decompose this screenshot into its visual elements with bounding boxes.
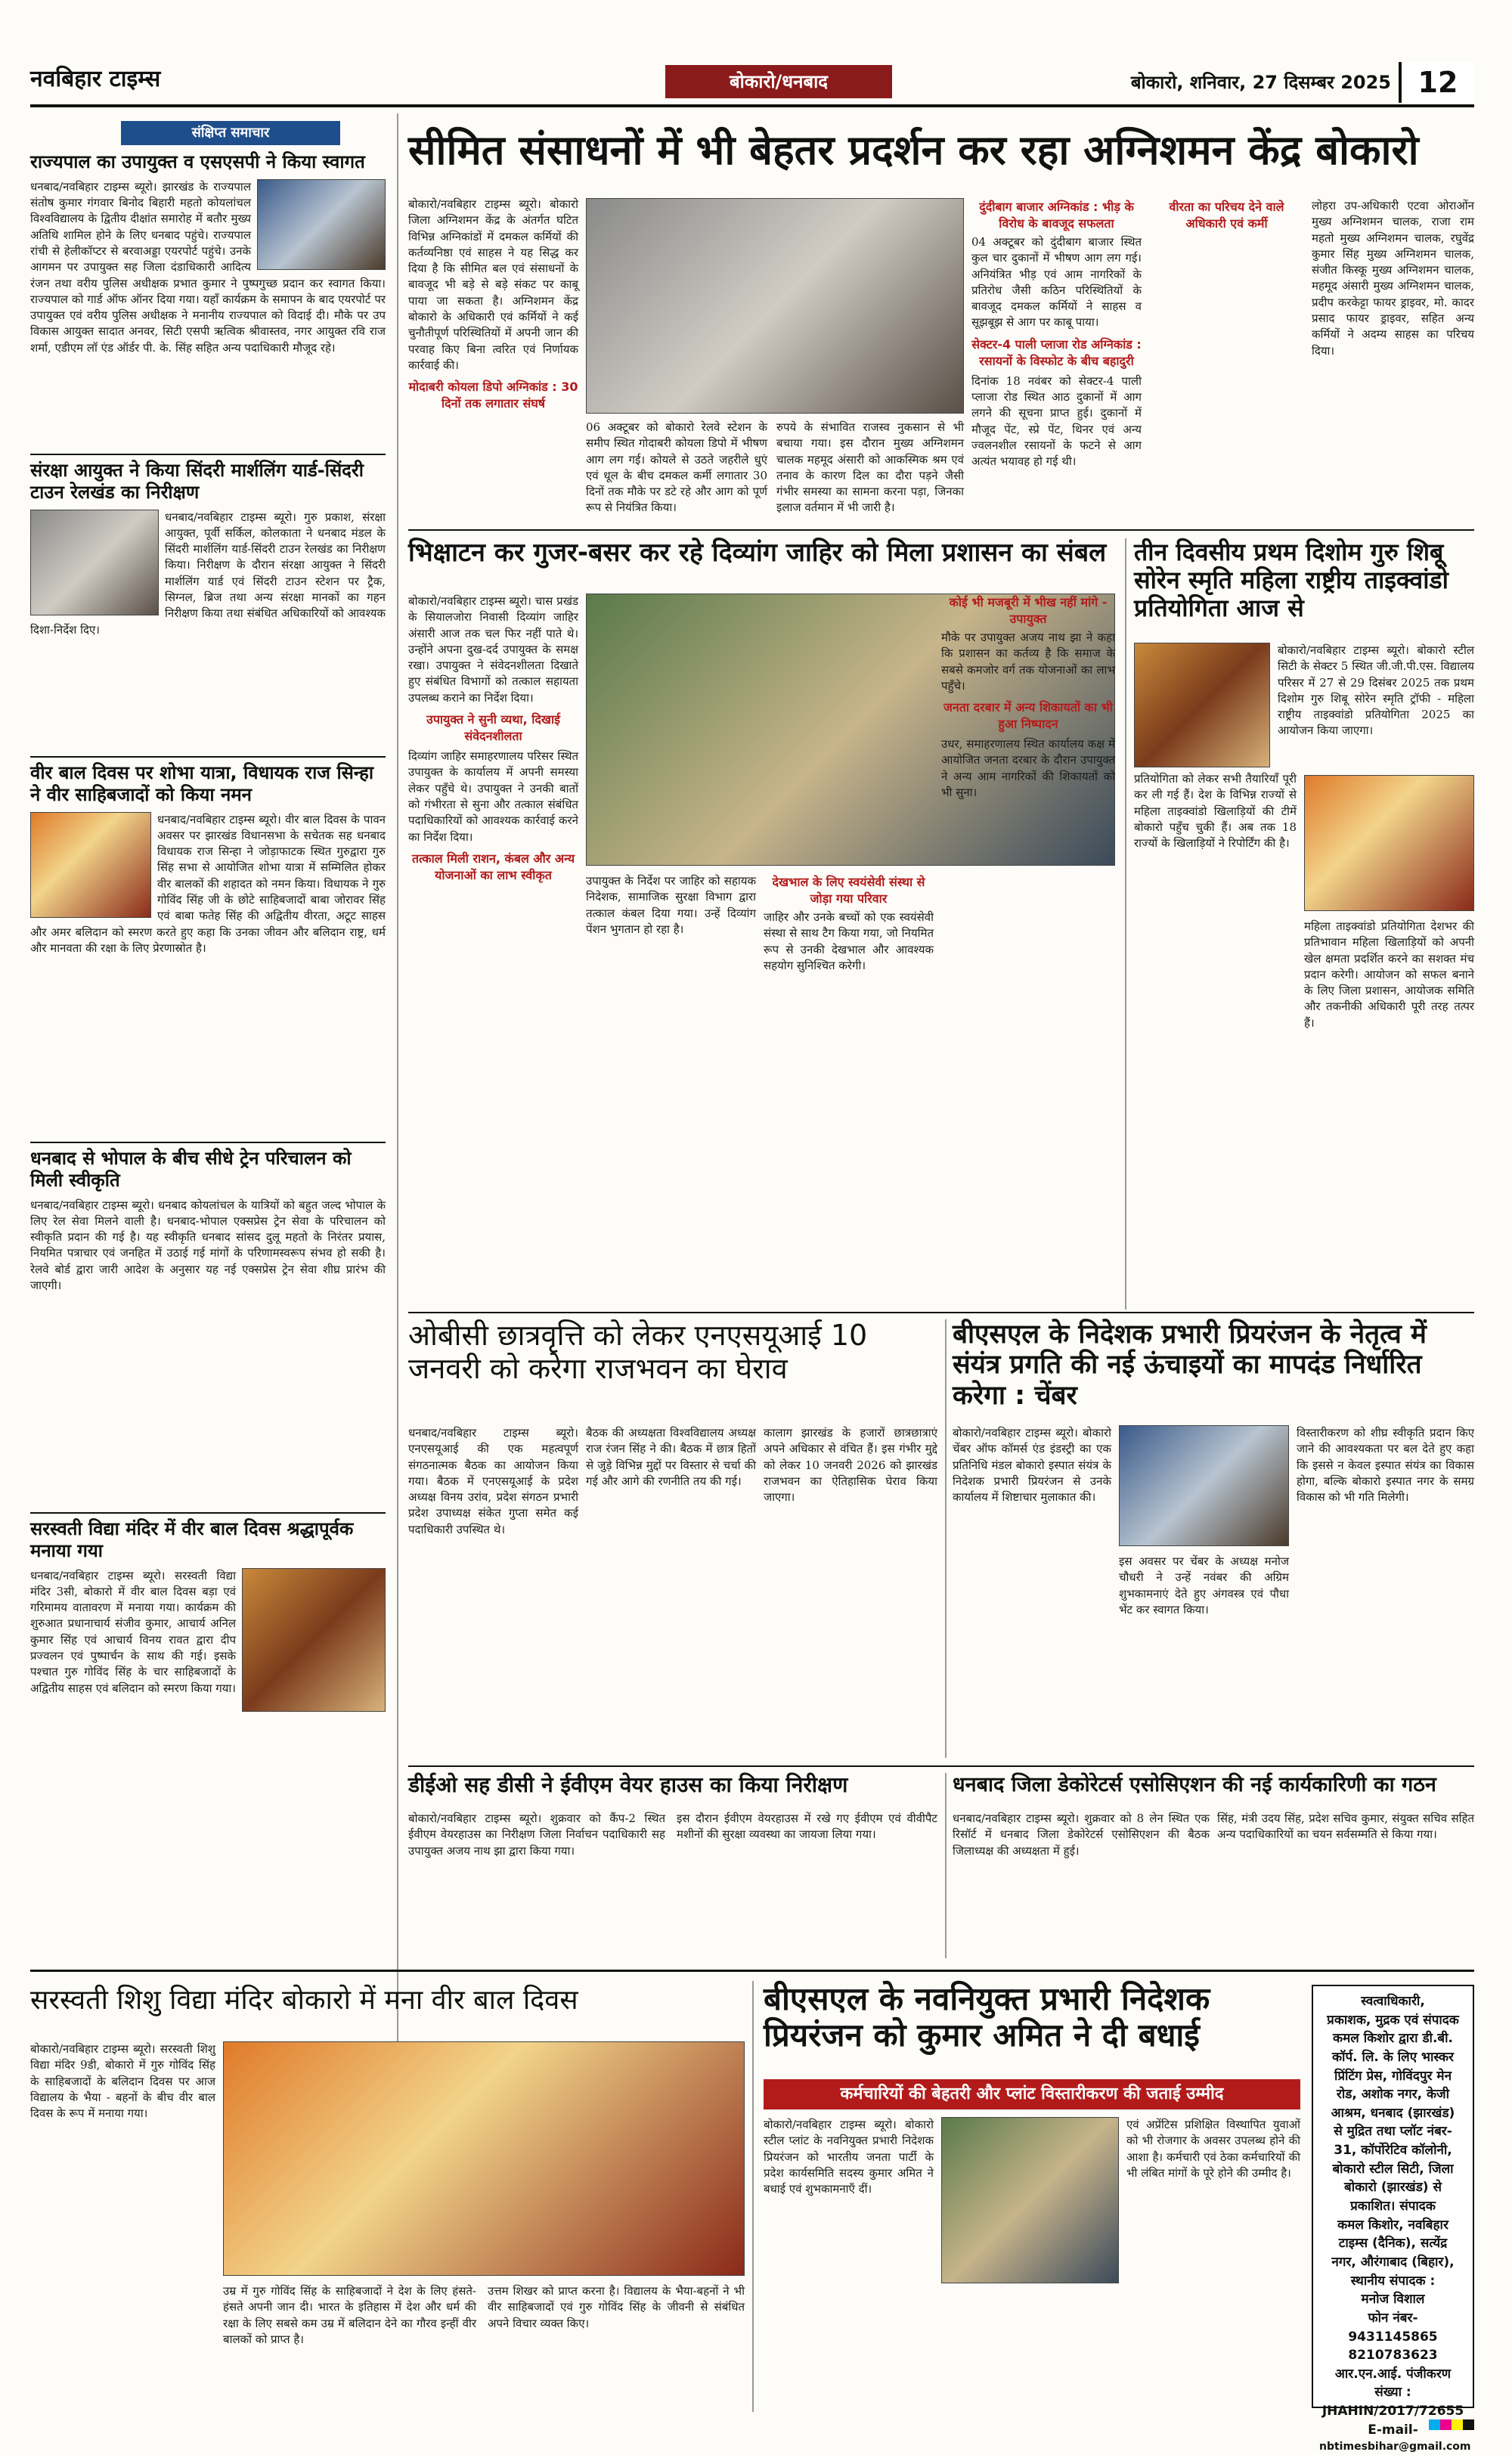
shobha-yatra-photo bbox=[30, 812, 151, 918]
divyang-text-6: उधर, समाहरणालय स्थित कार्यालय कक्ष में आयोजित जनता दरबार के दौरान उपायुक्त ने अन्य आम नागरिकों की शिकायतों को भी सुना। bbox=[941, 737, 1115, 800]
evm-text-2: इस दौरान ईवीएम वेयरहाउस में रखे गए ईवीएम एवं वीवीपैट मशीनों की सुरक्षा व्यवस्था का जायजा लिया गया। bbox=[677, 1812, 937, 1842]
imprint-line: बोकारो (झारखंड) से bbox=[1343, 2180, 1442, 2196]
divyang-col-3 bbox=[764, 873, 934, 1304]
evm-divider bbox=[945, 1773, 947, 1958]
divyang-sub-1: उपायुक्त ने सुनी व्यथा, दिखाई संवेदनशीलता bbox=[426, 712, 560, 744]
divyang-text-4: जाहिर और उनके बच्चों को एक स्वयंसेवी संस्था से साथ टैग किया गया, जो नियमित रूप से उनकी देखभाल और आवश्यक सहयोग सुनिश्चित करेगी। bbox=[764, 910, 934, 972]
divyang-col-2 bbox=[586, 873, 756, 1304]
bsl-congrats-text-1: बोकारो/नवबिहार टाइम्स ब्यूरो। बोकारो स्टील प्लांट के नवनियुक्त प्रभारी निदेशक प्रियरंजन को भारतीय जनता पार्टी के प्रदेश कार्यसमिति सदस्य कुमार अमित ने बधाई एवं शुभकामनाएँ दीं। bbox=[764, 2118, 934, 2196]
decorators-col-2 bbox=[1217, 1811, 1474, 1958]
yellow-mark bbox=[1452, 2419, 1463, 2430]
sidebar-story-4-text: धनबाद/नवबिहार टाइम्स ब्यूरो। धनबाद कोयलांचल के यात्रियों को बहुत जल्द भोपाल के लिए रेल सेवा मिलने वाली है। धनबाद-भोपाल एक्सप्रेस ट्रेन सेवा के परिचालन को स्वीकृति प्रदान की गई है। यह स्वीकृति धनबाद सांसद दुलू महतो के निरंतर प्रयास, नियमित पत्राचार एवं जनहित में उठाई गई मांगों के परिणामस्वरूप संभव हो सकी है। रेलवे बोर्ड द्वारा जारी आदेश के अनुसार यह नई एक्सप्रेस ट्रेन सेवा शीघ्र प्रारंभ की जाएगी। bbox=[30, 1198, 386, 1293]
bsl-director-col-3 bbox=[1297, 1425, 1474, 1758]
cyan-mark bbox=[1429, 2419, 1440, 2430]
bsl-director-text-2: इस अवसर पर चेंबर के अध्यक्ष मनोज चौधरी ने उन्हें नवंबर की अग्रिम शुभकामनाएं देते हुए अंगवस्त्र एवं पौधा भेंट कर स्वागत किया। bbox=[1119, 1555, 1289, 1617]
imprint-line: E-mail- bbox=[1368, 2422, 1418, 2438]
imprint-line: मनोज विशाल bbox=[1361, 2292, 1425, 2308]
lead-col-4 bbox=[1149, 198, 1304, 523]
imprint-line: आर.एन.आई. पंजीकरण bbox=[1334, 2366, 1452, 2382]
obc-text-1: धनबाद/नवबिहार टाइम्स ब्यूरो। एनएसयूआई की एक महत्वपूर्ण संगठनात्मक बैठक का आयोजन किया गया। बैठक में एनएसयूआई के प्रदेश अध्यक्ष विनय उरांव, प्रदेश संगठन प्रभारी प्रदेश उपाध्यक्ष संकेत गुप्ता समेत कई पदाधिकारी उपस्थित थे। bbox=[408, 1426, 578, 1536]
bsl-director-headline: बीएसएल के निदेशक प्रभारी प्रियरंजन के नेतृत्व में संयंत्र प्रगति की नई ऊंचाइयों का मापदंड निर्धारित करेगा : चेंबर bbox=[953, 1319, 1427, 1411]
imprint-line: फोन नंबर- bbox=[1368, 2310, 1418, 2326]
obc-text-3: कालाग झारखंड के हजारों छात्रछात्राएं अपने अधिकार से वंचित हैं। इस गंभीर मुद्दे को लेकर 10 जनवरी 2026 को झारखंड राजभवन का ऐतिहासिक घेराव किया जाएगा। bbox=[764, 1426, 937, 1505]
imprint-line: प्रिंटिंग प्रेस, गोविंदपुर मेन bbox=[1334, 2068, 1452, 2084]
imprint-line: से मुद्रित तथा प्लॉट नंबर- bbox=[1334, 2124, 1452, 2140]
sidebar-story-3-headline: वीर बाल दिवस पर शोभा यात्रा, विधायक राज सिन्हा ने वीर साहिबजादों को किया नमन bbox=[30, 762, 374, 805]
registration-marks bbox=[1429, 2419, 1474, 2430]
evm-col-1 bbox=[408, 1811, 665, 1958]
obc-col-1 bbox=[408, 1425, 578, 1758]
bsl-congrats-subhead: कर्मचारियों की बेहतरी और प्लांट विस्तारीकरण की जताई उम्मीद bbox=[764, 2079, 1300, 2109]
imprint-line: आश्रम, धनबाद (झारखंड) bbox=[1331, 2105, 1455, 2121]
vidya-col-1 bbox=[30, 2041, 215, 2412]
sidebar-story-2-text: धनबाद/नवबिहार टाइम्स ब्यूरो। गुरु प्रकाश, संरक्षा आयुक्त, पूर्वी सर्किल, कोलकाता ने धनबाद मंडल के सिंदरी मार्शलिंग यार्ड-सिंदरी टाउन रेलखंड का निरीक्षण किया। निरीक्षण के दौरान संरक्षा आयुक्त ने सिंदरी मार्शलिंग यार्ड एवं सिंदरी टाउन स्टेशन पर ट्रैक, सिग्नल, ब्रिज तथा अन्य संरक्षा मानकों का गहन निरीक्षण किया तथा संबंधित अधिकारियों को आवश्यक दिशा-निर्देश दिए। bbox=[30, 510, 386, 637]
page-number: 12 bbox=[1399, 62, 1474, 103]
lower-rule bbox=[408, 1765, 1474, 1767]
sidebar-story-3-text: धनबाद/नवबिहार टाइम्स ब्यूरो। वीर बाल दिवस के पावन अवसर पर झारखंड विधानसभा के सचेतक सह धनबाद विधायक राज सिन्हा ने जोड़ाफाटक स्थित गुरुद्वारा गुरु सिंह सभा से आयोजित शोभा यात्रा में सम्मिलित होकर वीर बालकों की शहादत को नमन किया। विधायक ने गुरु गोविंद सिंह जी के छोटे साहिबजादों बाबा जोरावर सिंह एवं बाबा फतेह सिंह की अद्वितीय वीरता, अटूट साहस और अमर बलिदान को स्मरण करते हुए कहा कि उनका जीवन और बलिदान राष्ट्र, धर्म और मानवता की रक्षा के लिए प्रेरणास्रोत है। bbox=[30, 812, 386, 955]
lead-text-5: दिनांक 18 नवंबर को सेक्टर-4 पाली प्लाजा रोड स्थित आठ दुकानों में आग लगने की सूचना प्राप्त हुई। दुकानों में मौजूद पेंट, स्प्रे पेंट, थिनर एवं अन्य ज्वलनशील रसायनों के फटने से आग अत्यंत भयावह हो गई थी। bbox=[971, 374, 1142, 469]
divyang-text-3: उपायुक्त के निर्देश पर जाहिर को सहायक निदेशक, सामाजिक सुरक्षा विभाग द्वारा तत्काल कंबल दिया गया। उन्हें दिव्यांग पेंशन भुगतान हो रहा है। bbox=[586, 874, 756, 936]
decorators-col-1 bbox=[953, 1811, 1210, 1958]
sidebar-title: संक्षिप्त समाचार bbox=[121, 121, 340, 145]
divyang-sub-5: जनता दरबार में अन्य शिकायतों का भी हुआ निष्पादन bbox=[943, 700, 1113, 732]
magenta-mark bbox=[1440, 2419, 1452, 2430]
vidya-divider bbox=[752, 1981, 754, 2412]
lead-text-2: 06 अक्टूबर को बोकारो रेलवे स्टेशन के समीप स्थित गोदाबरी कोयला डिपो में भीषण आग लग गई। कोयले से उठते जहरीले धुएं एवं धूल के बीच दमकल कर्मी लगातार 30 दिनों तक मौके पर डटे रहे और आग को पूर्ण रूप से नियंत्रित किया। bbox=[586, 420, 767, 515]
imprint-box bbox=[1312, 1985, 1474, 2453]
bsl-congrats-text-2: एवं अप्रेंटिस प्रशिक्षित विस्थापित युवाओं को भी रोजगार के अवसर उपलब्ध होने की आशा है। कर्मचारी एवं ठेका कर्मचारियों की भी लंबित मांगों के पूरे होने की उम्मीद है। bbox=[1126, 2118, 1300, 2180]
taekwondo-venue-photo bbox=[1304, 775, 1474, 911]
sidebar-story-5 bbox=[30, 1512, 386, 2132]
lead-bottom-rule bbox=[408, 529, 1474, 531]
divyang-col-4 bbox=[941, 594, 1115, 1304]
sidebar-story-4-headline: धनबाद से भोपाल के बीच सीधे ट्रेन परिचालन को मिली स्वीकृति bbox=[30, 1148, 352, 1191]
lead-sub-1: मोदाबरी कोयला डिपो अग्निकांड : 30 दिनों तक लगातार संघर्ष bbox=[408, 380, 578, 411]
lead-col-2 bbox=[586, 420, 964, 525]
imprint-line: रोड, अशोक नगर, केजी bbox=[1336, 2087, 1450, 2103]
decorators-headline: धनबाद जिला डेकोरेटर्स एसोसिएशन की नई कार्यकारिणी का गठन bbox=[953, 1773, 1436, 1796]
imprint-line: कमल किशोर द्वारा डी.बी. bbox=[1333, 2031, 1453, 2047]
taekwondo-headline: तीन दिवसीय प्रथम दिशोम गुरु शिबू सोरेन स्मृति महिला राष्ट्रीय ताइक्वांडो प्रतियोगिता आज से bbox=[1134, 538, 1448, 622]
divyang-col-1 bbox=[408, 594, 578, 1304]
vidya-col-2 bbox=[223, 2283, 476, 2412]
bsl-director-col-2 bbox=[1119, 1554, 1289, 1758]
obc-text-2: बैठक की अध्यक्षता विश्वविद्यालय अध्यक्ष राज रंजन सिंह ने की। बैठक में छात्र हितों से जुड़े विभिन्न मुद्दों पर विस्तार से चर्चा की गई और आगे की रणनीति तय की गई। bbox=[586, 1426, 756, 1488]
sidebar-story-1 bbox=[30, 151, 386, 450]
divyang-text-2: दिव्यांग जाहिर समाहरणालय परिसर स्थित उपायुक्त के कार्यालय में अपनी समस्या लेकर पहुँचे थे। उपायुक्त ने उनकी बातों को गंभीरता से सुना और तत्काल संबंधित पदाधिकारियों को आवश्यक कार्रवाई करने का निर्देश दिया। bbox=[408, 749, 578, 844]
evm-col-2 bbox=[677, 1811, 937, 1958]
bsl-director-col-1 bbox=[953, 1425, 1111, 1758]
kumar-amit-photo bbox=[941, 2117, 1119, 2283]
evm-headline: डीईओ सह डीसी ने ईवीएम वेयर हाउस का किया निरीक्षण bbox=[408, 1772, 848, 1797]
dateline: बोकारो, शनिवार, 27 दिसम्बर 2025 bbox=[1130, 72, 1391, 93]
sidebar-story-2-headline: संरक्षा आयुक्त ने किया सिंदरी मार्शलिंग यार्ड-सिंदरी टाउन रेलखंड का निरीक्षण bbox=[30, 460, 364, 503]
fire-station-photo bbox=[586, 198, 964, 414]
taekwondo-col-1 bbox=[1134, 771, 1297, 1300]
lead-text-6: लोहरा उप-अधिकारी एटवा ओराओंन मुख्य अग्निशमन चालक, राजा राम महतो मुख्य अग्निशमन चालक, रघुवेंद्र कुमार सिंह मुख्य अग्निशमन चालक, संजीत किस्कू मुख्य अग्निशमन चालक, महमूद अंसारी मुख्य अग्निशमन चालक, प्रदीप करकेट्टा फायर ड्राइवर, मो. कादर प्रसाद फायर ड्राइवर, सहित अन्य कर्मियों ने अदम्य साहस का परिचय दिया। bbox=[1312, 199, 1474, 358]
vidya-mandir-photo bbox=[242, 1568, 386, 1712]
taekwondo-photo bbox=[1134, 643, 1270, 767]
imprint-line: संख्या : bbox=[1374, 2385, 1411, 2401]
imprint-line: स्थानीय संपादक : bbox=[1350, 2273, 1436, 2289]
bsl-congrats-col-2 bbox=[1126, 2117, 1300, 2412]
black-mark bbox=[1463, 2419, 1474, 2430]
lead-sub-4: वीरता का परिचय देने वाले अधिकारी एवं कर्मी bbox=[1169, 200, 1284, 231]
lead-col-1 bbox=[408, 197, 578, 522]
mid-rule bbox=[408, 1312, 1474, 1313]
sidebar-divider bbox=[397, 113, 398, 2155]
imprint-line: प्रकाशक, मुद्रक एवं संपादक bbox=[1327, 2012, 1459, 2028]
lead-text-1: बोकारो/नवबिहार टाइम्स ब्यूरो। बोकारो जिला अग्निशमन केंद्र के अंतर्गत घटित विभिन्न अग्निकांडों में दमकल कर्मियों की कर्तव्यनिष्ठा एवं साहस ने यह सिद्ध कर दिया है कि सीमित बल एवं संसाधनों के बावजूद भी बड़े से बड़े संकट पर काबू पाया जा सकता है। अग्निशमन केंद्र बोकारो के अधिकारी एवं कर्मियों ने कई चुनौतीपूर्ण परिस्थितियों में अपनी जान की परवाह किए बिना त्वरित एवं निर्णायक कार्रवाई की। bbox=[408, 197, 578, 372]
obc-col-2 bbox=[586, 1425, 756, 1758]
divyang-sub-2: तत्काल मिली राशन, कंबल और अन्य योजनाओं का लाभ स्वीकृत bbox=[411, 851, 575, 882]
taekwondo-text-2: प्रतियोगिता को लेकर सभी तैयारियाँ पूरी कर ली गई हैं। देश के विभिन्न राज्यों से महिला ताइक्वांडो खिलाड़ियों की टीमें बोकारो पहुँच चुकी हैं। अब तक 18 राज्यों के खिलाड़ियों ने रिपोर्टिंग की है। bbox=[1134, 772, 1297, 851]
bsl-director-text-3: विस्तारीकरण को शीघ्र स्वीकृति प्रदान किए जाने की आवश्यकता पर बल देते हुए कहा कि इससे न केवल इस्पात संयंत्र का विकास होगा, बल्कि बोकारो इस्पात नगर के समग्र विकास को भी गति मिलेगी। bbox=[1297, 1426, 1474, 1505]
obc-col-3 bbox=[764, 1425, 937, 1758]
section-tag: बोकारो/धनबाद bbox=[665, 65, 892, 98]
masthead-rule bbox=[30, 104, 1474, 107]
chamber-meeting-photo bbox=[1119, 1425, 1289, 1546]
imprint-line: स्वत्वाधिकारी, bbox=[1361, 1994, 1425, 2009]
lead-headline: सीमित संसाधनों में भी बेहतर प्रदर्शन कर रहा अग्निशमन केंद्र बोकारो bbox=[408, 126, 1419, 174]
lead-col-5 bbox=[1312, 198, 1474, 523]
imprint-line: nbtimesbihar@gmail.com bbox=[1319, 2441, 1471, 2453]
taekwondo-col-3 bbox=[1304, 919, 1474, 1304]
imprint-line: JHAHIN/2017/72655 bbox=[1321, 2404, 1464, 2419]
lead-text-4: 04 अक्टूबर को दुंदीबाग बाजार स्थित कुल चार दुकानों में भीषण आग लग गई। अनियंत्रित भीड़ एवं आम नागरिकों के प्रतिरोध जैसी कठिन परिस्थितियों के बावजूद दमकल कर्मियों ने साहस व सूझबूझ से आग पर काबू पाया। bbox=[971, 235, 1142, 330]
vidya-text-3: उत्तम शिखर को प्राप्त करना है। विद्यालय के भैया-बहनों ने भी वीर साहिबजादों एवं गुरु गोविंद सिंह के जीवनी से संबंधित अपने विचार व्यक्त किए। bbox=[488, 2284, 745, 2330]
imprint-line: 8210783623 bbox=[1348, 2348, 1438, 2364]
sidebar-story-2 bbox=[30, 454, 386, 752]
vidya-mandir-headline: सरस्वती शिशु विद्या मंदिर बोकारो में मना वीर बाल दिवस bbox=[30, 1985, 578, 2016]
paper-name: नवबिहार टाइम्स bbox=[30, 66, 161, 92]
imprint-line: बोकारो स्टील सिटी, जिला bbox=[1332, 2161, 1454, 2177]
divyang-headline: भिक्षाटन कर गुजर-बसर कर रहे दिव्यांग जाहिर को मिला प्रशासन का संबल bbox=[408, 538, 1107, 568]
taekwondo-col-2 bbox=[1278, 643, 1474, 771]
decorators-text-2: सिंह, मंत्री उदय सिंह, प्रदेश सचिव कुमार, संयुक्त सचिव सहित अन्य पदाधिकारियों का चयन सर्वसम्मति से किया गया। bbox=[1217, 1812, 1474, 1842]
bottom-section-rule bbox=[30, 1970, 1474, 1972]
bsl-director-text-1: बोकारो/नवबिहार टाइम्स ब्यूरो। बोकारो चेंबर ऑफ कॉमर्स एंड इंडस्ट्री का एक प्रतिनिधि मंडल बोकारो इस्पात संयंत्र के निदेशक प्रभारी प्रियरंजन से उनके कार्यालय में शिष्टाचार मुलाकात की। bbox=[953, 1426, 1111, 1505]
vidya-mandir-event-photo bbox=[223, 2041, 745, 2276]
sidebar-story-4 bbox=[30, 1142, 386, 1505]
sidebar-story-5-text: धनबाद/नवबिहार टाइम्स ब्यूरो। सरस्वती विद्या मंदिर 3सी, बोकारो में वीर बाल दिवस बड़ा एवं गरिमामय वातावरण में मनाया गया। कार्यक्रम की शुरुआत प्रधानाचार्य संजीव कुमार, आचार्य अनिल कुमार सिंह एवं आचार्य विनय रावत द्वारा दीप प्रज्वलन एवं पुष्पार्चन के साथ की गई। इसके पश्चात गुरु गोविंद सिंह के चार साहिबजादों के अद्वितीय साहस एवं बलिदान को स्मरण किया गया। bbox=[30, 1568, 236, 1695]
sidebar-story-5-headline: सरस्वती विद्या मंदिर में वीर बाल दिवस श्रद्धापूर्वक मनाया गया bbox=[30, 1518, 354, 1561]
divyang-sub-3: देखभाल के लिए स्वयंसेवी संस्था से जोड़ा गया परिवार bbox=[772, 875, 925, 906]
sidebar-story-3 bbox=[30, 756, 386, 1134]
imprint-line: 31, कॉर्पोरेटिव कॉलोनी, bbox=[1334, 2143, 1452, 2159]
divyang-divider bbox=[1125, 538, 1126, 1310]
decorators-text-1: धनबाद/नवबिहार टाइम्स ब्यूरो। शुक्रवार को 8 लेन स्थित एक रिसॉर्ट में धनबाद जिला डेकोरेटर्स एसोसिएशन की बैठक जिलाध्यक्ष की अध्यक्षता में हुई। bbox=[953, 1812, 1210, 1858]
evm-text-1: बोकारो/नवबिहार टाइम्स ब्यूरो। शुक्रवार को कैंप-2 स्थित ईवीएम वेयरहाउस का निरीक्षण जिला निर्वाचन पदाधिकारी सह उपायुक्त अजय नाथ झा द्वारा किया गया। bbox=[408, 1812, 665, 1858]
imprint-line: कमल किशोर, नवबिहार bbox=[1337, 2217, 1448, 2233]
lead-text-3: रुपये के संभावित राजस्व नुकसान से भी बचाया गया। इस दौरान मुख्य अग्निशमन चालक महमूद अंसारी को आकस्मिक श्रम एवं तनाव के कारण दिल का दौरा पड़ने जैसी गंभीर समस्या का सामना करना पड़ा, जिनका इलाज वर्तमान में भी जारी है। bbox=[776, 420, 964, 515]
lead-col-3 bbox=[971, 198, 1142, 523]
sidebar-story-1-headline: राज्यपाल का उपायुक्त व एसएसपी ने किया स्वागत bbox=[30, 151, 365, 172]
divyang-text-1: बोकारो/नवबिहार टाइम्स ब्यूरो। चास प्रखंड के सियालजोरा निवासी दिव्यांग जाहिर अंसारी आज तक चल फिर नहीं पाते थे। उन्होंने अपना दुख-दर्द उपायुक्त के समक्ष रखा। उपायुक्त ने संवेदनशीलता दिखाते हुए संबंधित विभागों को तत्काल सहायता उपलब्ध कराने का निर्देश दिया। bbox=[408, 594, 578, 705]
imprint-line: प्रकाशित। संपादक bbox=[1350, 2199, 1436, 2215]
obc-divider bbox=[945, 1319, 947, 1758]
imprint-line: कॉर्प. लि. के लिए भास्कर bbox=[1332, 2049, 1454, 2065]
obc-headline: ओबीसी छात्रवृत्ति को लेकर एनएसयूआई 10 जनवरी को करेगा राजभवन का घेराव bbox=[408, 1319, 868, 1385]
sidebar-story-1-text: धनबाद/नवबिहार टाइम्स ब्यूरो। झारखंड के राज्यपाल संतोष कुमार गंगवार बिनोद बिहारी महतो कोयलांचल विश्वविद्यालय के द्वितीय दीक्षांत समारोह में बतौर मुख्य अतिथि शामिल होने के लिए धनबाद पहुंचे। राज्यपाल रांची से हेलीकॉप्टर से बरवाअड्डा एयरपोर्ट पहुंचे। उनके आगमन पर उपायुक्त सह जिला दंडाधिकारी आदित्य रंजन तथा वरीय पुलिस अधीक्षक प्रभात कुमार ने पुष्पगुच्छ प्रदान कर स्वागत किया। राज्यपाल को गार्ड ऑफ ऑनर दिया गया। यहाँ कार्यक्रम के समापन के बाद एयरपोर्ट पर उपायुक्त एवं वरीय पुलिस अधीक्षक ने मनानीय राज्यपाल को विदाई दी। मौके पर उप विकास आयुक्त सादात अनवर, सिटी एसपी ऋत्विक श्रीवास्तव, नगर आयुक्त रवि राज शर्मा, एडीएम लॉ एंड ऑर्डर पी. के. सिंह सहित अन्य पदाधिकारी मौजूद रहे। bbox=[30, 179, 386, 355]
imprint-line: 9431145865 bbox=[1348, 2329, 1438, 2345]
vidya-text-2: उम्र में गुरु गोविंद सिंह के साहिबजादों ने देश के लिए हंसते-हंसते अपनी जान दी। भारत के इतिहास में देश और धर्म की रक्षा के लिए सबसे कम उम्र में बलिदान देने का गौरव इन्हीं वीर बालकों को प्राप्त है। bbox=[223, 2284, 476, 2346]
vidya-text-1: बोकारो/नवबिहार टाइम्स ब्यूरो। सरस्वती शिशु विद्या मंदिर 9डी, बोकारो में गुरु गोविंद सिंह के साहिबजादों के बलिदान दिवस पर आज विद्यालय के भैया - बहनों के बीच वीर बाल दिवस के रूप में मनाया गया। bbox=[30, 2042, 215, 2121]
taekwondo-text-3: महिला ताइक्वांडो प्रतियोगिता देशभर की प्रतिभावान महिला खिलाड़ियों को अपनी खेल क्षमता प्रदर्शित करने का सशक्त मंच प्रदान करेगी। आयोजन को सफल बनाने के लिए जिला प्रशासन, आयोजक समिति और तकनीकी अधिकारी पूरी तरह तत्पर हैं। bbox=[1304, 919, 1474, 1030]
taekwondo-text-1: बोकारो/नवबिहार टाइम्स ब्यूरो। बोकारो स्टील सिटी के सेक्टर 5 स्थित जी.जी.पी.एस. विद्यालय परिसर में 27 से 29 दिसंबर 2025 तक प्रथम दिशोम गुरु शिबू सोरेन स्मृति ट्रॉफी - महिला राष्ट्रीय ताइक्वांडो प्रतियोगिता 2025 का आयोजन किया जाएगा। bbox=[1278, 643, 1474, 738]
governor-photo bbox=[257, 179, 386, 270]
lead-sub-2: दुंदीबाग बाजार अग्निकांड : भीड़ के विरोध के बावजूद सफलता bbox=[979, 200, 1134, 231]
bsl-congrats-col-1 bbox=[764, 2117, 934, 2412]
lead-sub-3: सेक्टर-4 पाली प्लाजा रोड अग्निकांड : रसायनों के विस्फोट के बीच बहादुरी bbox=[971, 336, 1142, 368]
bsl-congrats-headline: बीएसएल के नवनियुक्त प्रभारी निदेशक प्रियरंजन को कुमार अमित ने दी बधाई bbox=[764, 1980, 1210, 2054]
vidya-col-3 bbox=[488, 2283, 745, 2412]
divyang-text-5: मौके पर उपायुक्त अजय नाथ झा ने कहा कि प्रशासन का कर्तव्य है कि समाज के सबसे कमजोर वर्ग तक योजनाओं का लाभ पहुँचे। bbox=[941, 631, 1115, 693]
divyang-sub-4: कोई भी मजबूरी में भीख नहीं मांगे - उपायुक्त bbox=[949, 595, 1108, 626]
imprint-line: नगर, औरंगाबाद (बिहार), bbox=[1331, 2254, 1455, 2270]
railway-inspection-photo bbox=[30, 510, 159, 615]
imprint-line: टाइम्स (दैनिक), सत्येंद्र bbox=[1338, 2236, 1448, 2252]
